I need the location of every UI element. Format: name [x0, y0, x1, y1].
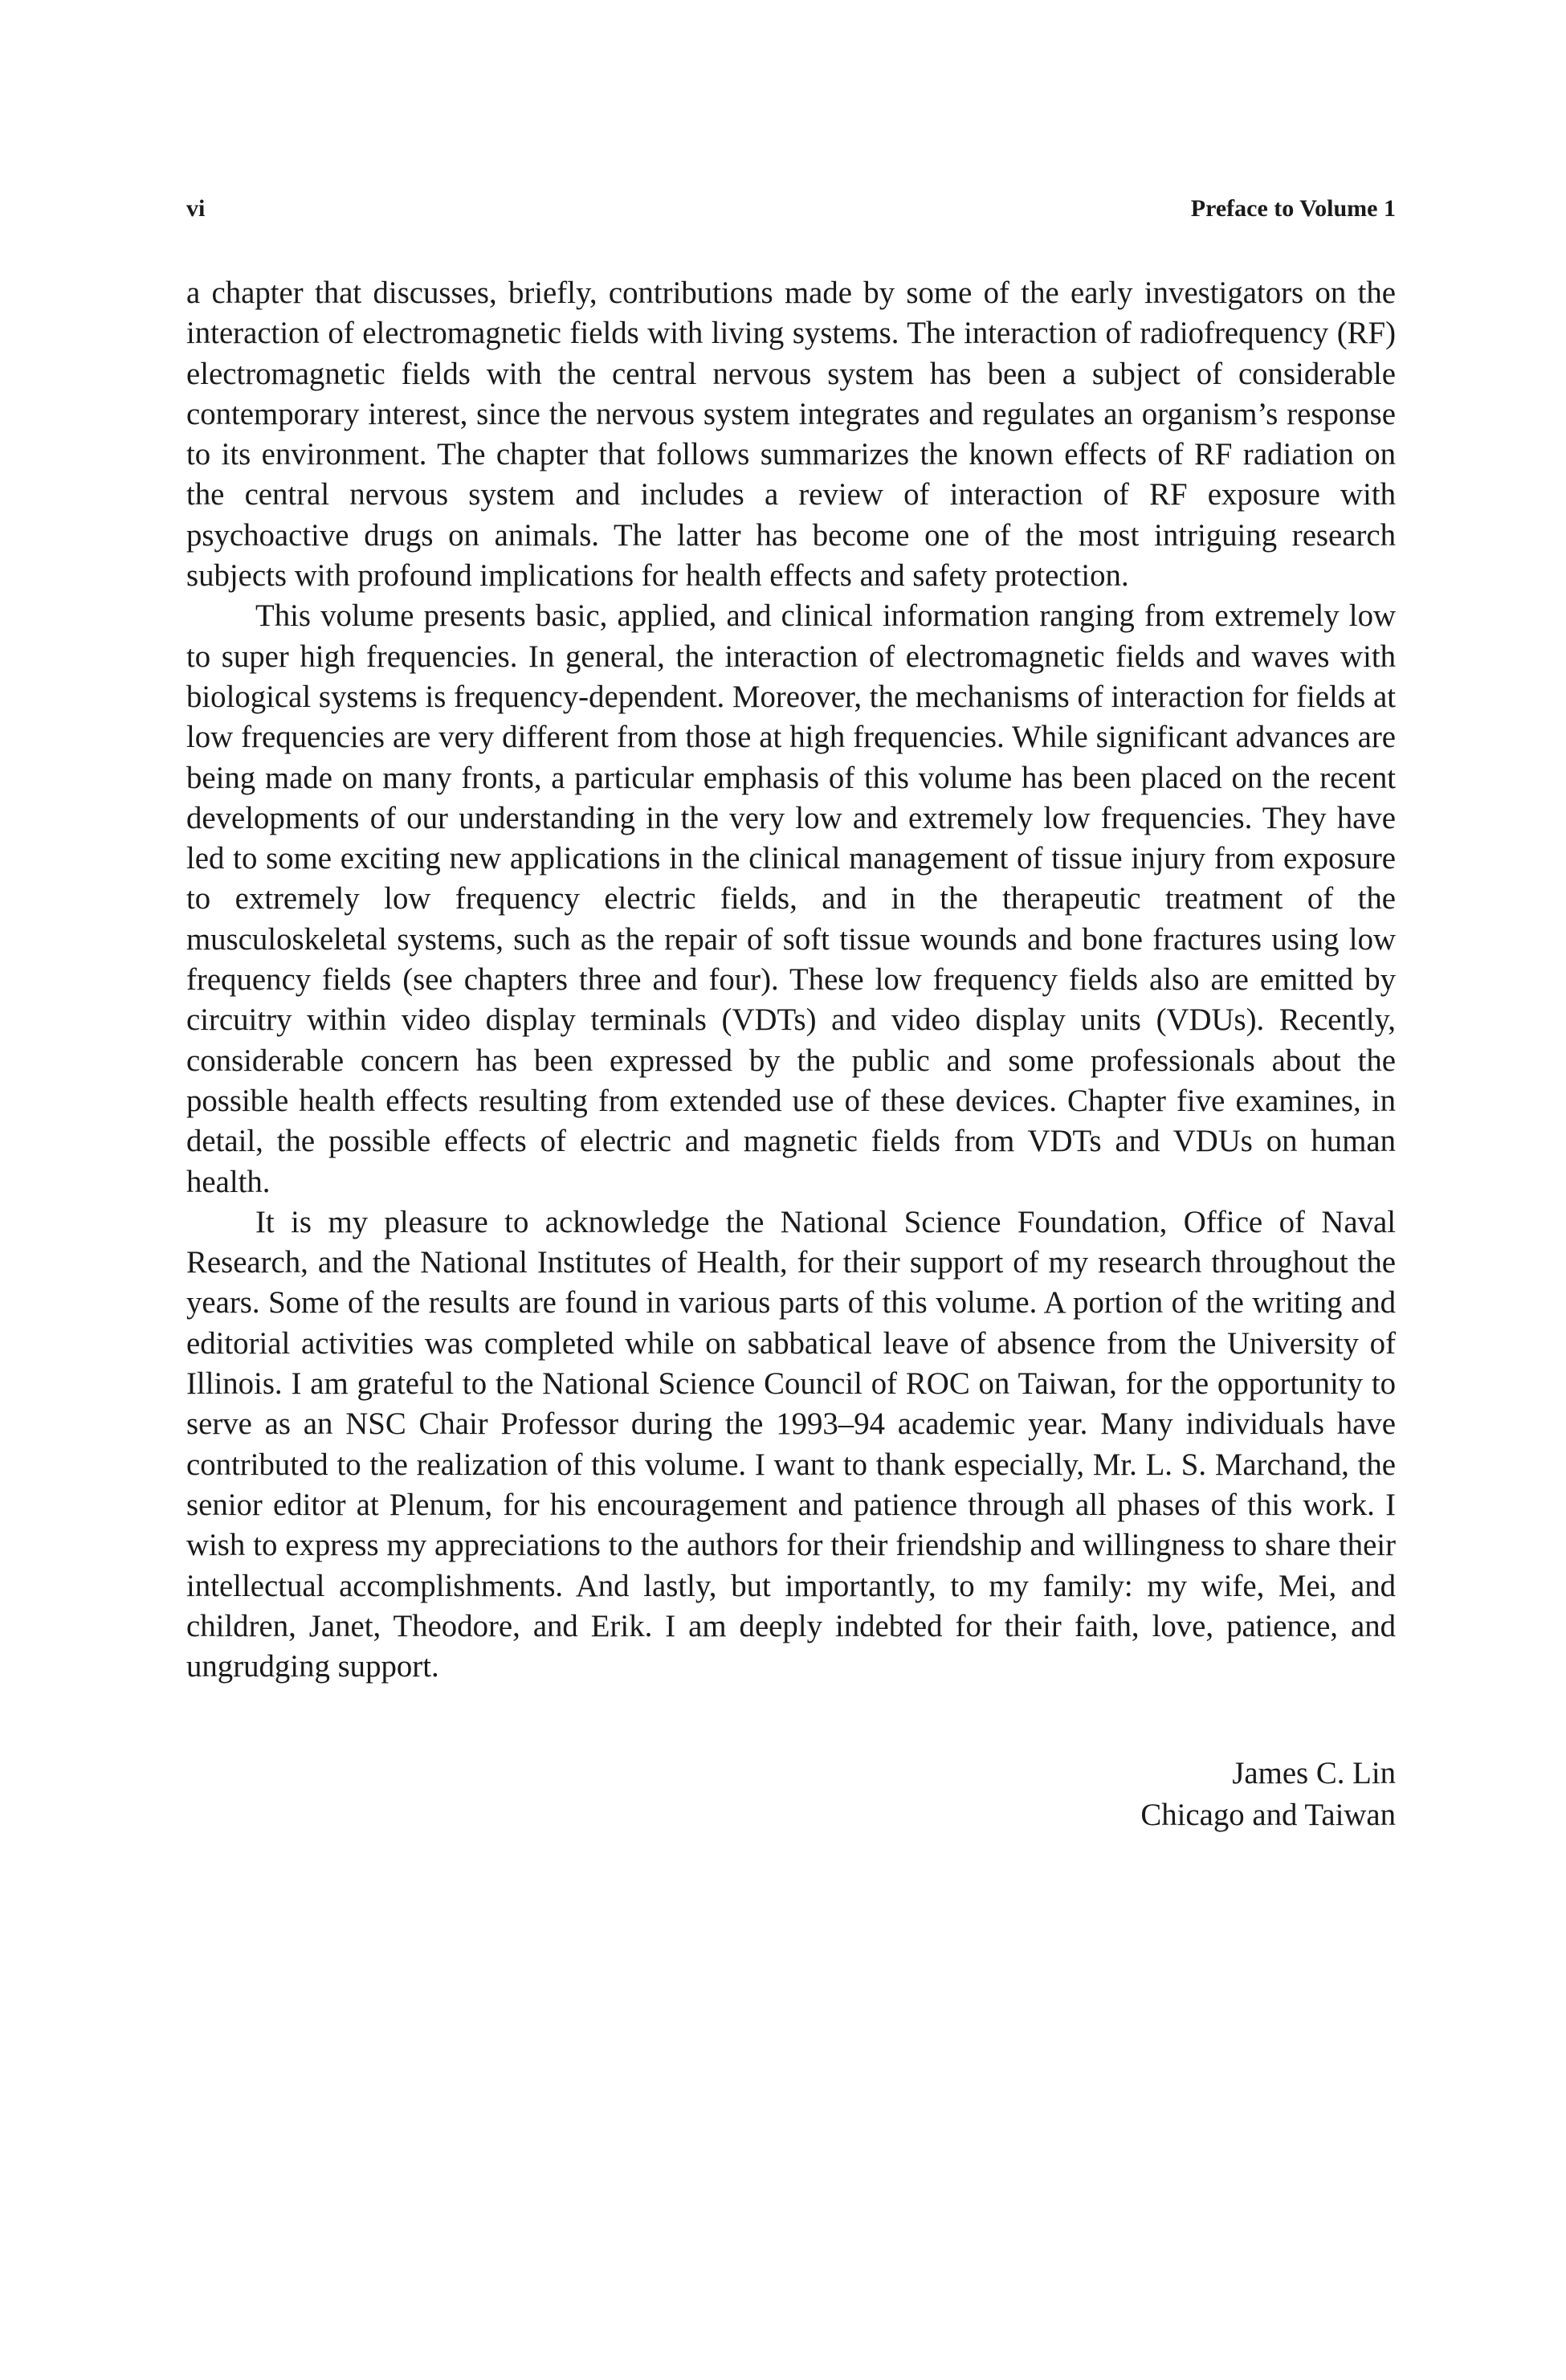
author-name: James C. Lin: [1232, 1756, 1396, 1791]
page-number: vi: [186, 195, 206, 222]
paragraph-acknowledgments: It is my pleasure to acknowledge the National Science Foundation, Office of Naval Research, and the National Institutes of Health, for their support of my research throughout the years. Some of the results are found in various parts of this volume. A portion of the writing and editorial activities was completed while on sabbatical leave of absence from the University of Illinois. I am grateful to the National Science Council of ROC on Taiwan, for the opportunity to serve as an NSC Chair Professor during the 1993–94 academic year. Many individuals have contributed to the realization of this volume. I want to thank especially, Mr. L. S. Marchand, the senior editor at Plenum, for his encouragement and patience through all phases of this work. I wish to express my appreciations to the authors for their friendship and willingness to share their intellectual accomplishments. And lastly, but importantly, to my family: my wife, Mei, and children, Janet, Theodore, and Erik. I am deeply indebted for their faith, love, patience, and ungrudging support.: [186, 1204, 1396, 1684]
paragraph-volume-scope: This volume presents basic, applied, and clinical information ranging from extremely low to super high frequencies. In general, the interaction of electromagnetic fields and waves with biological systems is frequency-dependent. Moreover, the mechanisms of interaction for fields at low frequencies are very different from those at high frequencies. While significant advances are being made on many fronts, a particular emphasis of this volume has been placed on the recent developments of our understanding in the very low and extremely low frequencies. They have led to some exciting new applications in the clinical management of tissue injury from exposure to extremely low frequency electric fields, and in the therapeutic treatment of the musculoskeletal systems, such as the repair of soft tissue wounds and bone fractures using low frequency fields (see chapters three and four). These low frequency fields also are emitted by circuitry within video display terminals (VDTs) and video display units (VDUs). Recently, considerable concern has been expressed by the public and some professionals about the possible health effects resulting from extended use of these devices. Chapter five examines, in detail, the possible effects of electric and magnetic fields from VDTs and VDUs on human health.: [186, 598, 1396, 1199]
preface-body: [186, 273, 1396, 1687]
running-head: [186, 193, 1396, 225]
running-title: Preface to Volume 1: [1190, 195, 1396, 222]
paragraph-continuation: a chapter that discusses, briefly, contributions made by some of the early investigators on the interaction of electromagnetic fields with living systems. The interaction of radiofrequency (RF) electromagnetic fields with the central nervous system has been a subject of considerable contemporary interest, since the nervous system integrates and regulates an organism’s response to its environment. The chapter that follows summarizes the known effects of RF radiation on the central nervous system and includes a review of interaction of RF exposure with psychoactive drugs on animals. The latter has become one of the most intriguing research subjects with profound implications for health effects and safety protection.: [186, 276, 1396, 594]
page: [186, 193, 1396, 1836]
author-location: Chicago and Taiwan: [1140, 1798, 1396, 1833]
signature-block: [186, 1753, 1396, 1836]
